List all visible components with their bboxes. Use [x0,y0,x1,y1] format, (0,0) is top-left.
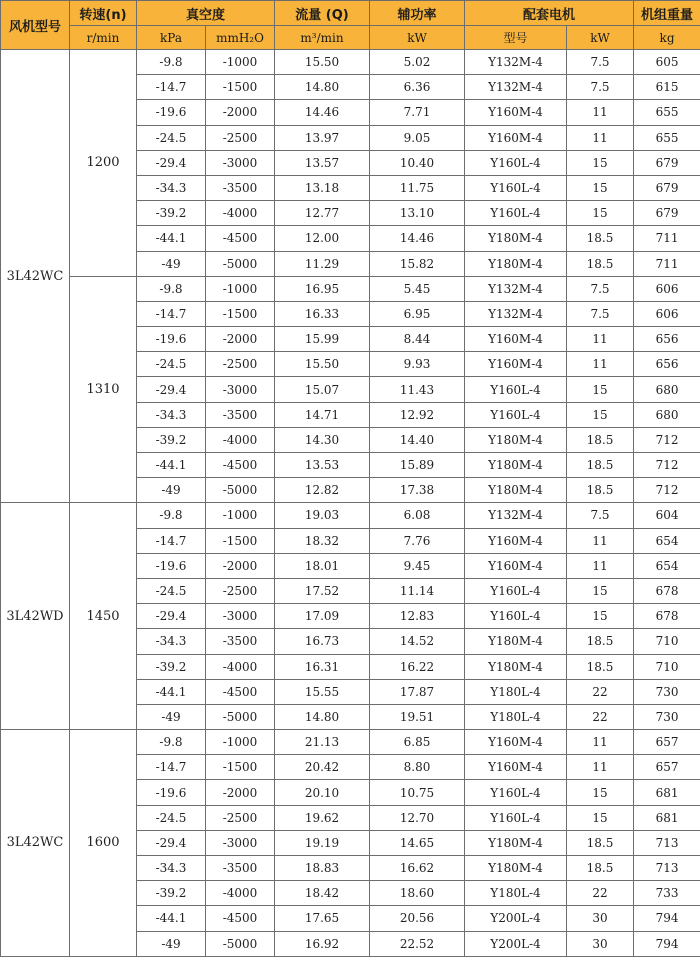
motor-kw-cell: 7.5 [567,75,634,100]
flow-cell: 16.73 [275,629,370,654]
vacuum-mmh2o-cell: -3000 [206,150,275,175]
power-cell: 6.95 [370,301,465,326]
power-cell: 22.52 [370,931,465,956]
vacuum-kpa-cell: -29.4 [137,377,206,402]
table-row [1,276,700,301]
vacuum-mmh2o-cell: -5000 [206,251,275,276]
vacuum-mmh2o-cell: -3500 [206,175,275,200]
power-cell: 14.52 [370,629,465,654]
vacuum-kpa-cell: -24.5 [137,805,206,830]
power-cell: 9.93 [370,352,465,377]
speed-cell: 1600 [70,730,137,957]
motor-kw-cell: 15 [567,150,634,175]
power-cell: 9.45 [370,553,465,578]
motor-type-cell: Y160M-4 [465,730,567,755]
motor-type-cell: Y180M-4 [465,427,567,452]
motor-type-cell: Y180L-4 [465,881,567,906]
flow-cell: 13.18 [275,175,370,200]
flow-cell: 16.92 [275,931,370,956]
weight-cell: 680 [634,402,700,427]
unit-power: kW [370,26,465,50]
vacuum-mmh2o-cell: -4000 [206,427,275,452]
power-cell: 8.44 [370,327,465,352]
weight-cell: 730 [634,679,700,704]
model-cell: 3L42WD [1,503,70,730]
motor-type-cell: Y180M-4 [465,478,567,503]
vacuum-mmh2o-cell: -5000 [206,704,275,729]
weight-cell: 679 [634,175,700,200]
motor-type-cell: Y132M-4 [465,276,567,301]
weight-cell: 615 [634,75,700,100]
motor-kw-cell: 18.5 [567,251,634,276]
vacuum-kpa-cell: -24.5 [137,578,206,603]
vacuum-mmh2o-cell: -1000 [206,503,275,528]
vacuum-mmh2o-cell: -3500 [206,629,275,654]
speed-cell: 1310 [70,276,137,503]
motor-kw-cell: 22 [567,679,634,704]
flow-cell: 15.99 [275,327,370,352]
weight-cell: 657 [634,755,700,780]
flow-cell: 20.42 [275,755,370,780]
vacuum-mmh2o-cell: -4500 [206,453,275,478]
motor-type-cell: Y160L-4 [465,578,567,603]
unit-flow: m³/min [275,26,370,50]
weight-cell: 712 [634,453,700,478]
power-cell: 15.82 [370,251,465,276]
vacuum-kpa-cell: -9.8 [137,503,206,528]
vacuum-kpa-cell: -39.2 [137,654,206,679]
table-row [1,730,700,755]
weight-cell: 656 [634,327,700,352]
motor-kw-cell: 15 [567,805,634,830]
power-cell: 16.22 [370,654,465,679]
header-weight: 机组重量 [634,1,700,26]
flow-cell: 17.52 [275,578,370,603]
motor-kw-cell: 7.5 [567,50,634,75]
motor-type-cell: Y160L-4 [465,150,567,175]
vacuum-kpa-cell: -14.7 [137,75,206,100]
flow-cell: 15.07 [275,377,370,402]
flow-cell: 13.97 [275,125,370,150]
weight-cell: 681 [634,780,700,805]
vacuum-kpa-cell: -24.5 [137,125,206,150]
header-model: 风机型号 [1,1,70,50]
vacuum-kpa-cell: -39.2 [137,427,206,452]
motor-kw-cell: 18.5 [567,226,634,251]
flow-cell: 12.00 [275,226,370,251]
power-cell: 6.85 [370,730,465,755]
vacuum-kpa-cell: -9.8 [137,276,206,301]
motor-kw-cell: 15 [567,377,634,402]
motor-type-cell: Y160M-4 [465,528,567,553]
weight-cell: 654 [634,553,700,578]
vacuum-kpa-cell: -44.1 [137,226,206,251]
weight-cell: 657 [634,730,700,755]
motor-type-cell: Y160M-4 [465,352,567,377]
motor-kw-cell: 7.5 [567,503,634,528]
table-body [1,50,700,957]
motor-type-cell: Y160L-4 [465,780,567,805]
power-cell: 14.46 [370,226,465,251]
weight-cell: 733 [634,881,700,906]
weight-cell: 712 [634,478,700,503]
motor-type-cell: Y180M-4 [465,251,567,276]
weight-cell: 605 [634,50,700,75]
flow-cell: 19.62 [275,805,370,830]
speed-cell: 1200 [70,50,137,277]
power-cell: 18.60 [370,881,465,906]
power-cell: 17.87 [370,679,465,704]
vacuum-mmh2o-cell: -4500 [206,906,275,931]
motor-kw-cell: 11 [567,125,634,150]
vacuum-mmh2o-cell: -2500 [206,805,275,830]
motor-kw-cell: 18.5 [567,856,634,881]
table-row [1,50,700,75]
flow-cell: 16.33 [275,301,370,326]
power-cell: 11.14 [370,578,465,603]
motor-kw-cell: 11 [567,553,634,578]
motor-kw-cell: 7.5 [567,301,634,326]
vacuum-kpa-cell: -34.3 [137,175,206,200]
vacuum-mmh2o-cell: -1000 [206,50,275,75]
power-cell: 15.89 [370,453,465,478]
motor-kw-cell: 18.5 [567,427,634,452]
vacuum-mmh2o-cell: -1000 [206,276,275,301]
vacuum-kpa-cell: -49 [137,931,206,956]
flow-cell: 11.29 [275,251,370,276]
motor-kw-cell: 30 [567,931,634,956]
motor-type-cell: Y180M-4 [465,226,567,251]
weight-cell: 681 [634,805,700,830]
power-cell: 13.10 [370,201,465,226]
flow-cell: 15.55 [275,679,370,704]
vacuum-mmh2o-cell: -3500 [206,856,275,881]
vacuum-kpa-cell: -44.1 [137,906,206,931]
weight-cell: 678 [634,604,700,629]
unit-weight: kg [634,26,700,50]
motor-type-cell: Y160M-4 [465,125,567,150]
motor-kw-cell: 18.5 [567,629,634,654]
power-cell: 5.02 [370,50,465,75]
motor-type-cell: Y160L-4 [465,377,567,402]
motor-kw-cell: 18.5 [567,654,634,679]
motor-type-cell: Y200L-4 [465,931,567,956]
vacuum-kpa-cell: -44.1 [137,679,206,704]
motor-kw-cell: 18.5 [567,453,634,478]
weight-cell: 710 [634,629,700,654]
weight-cell: 712 [634,427,700,452]
power-cell: 8.80 [370,755,465,780]
vacuum-mmh2o-cell: -4000 [206,881,275,906]
weight-cell: 710 [634,654,700,679]
power-cell: 5.45 [370,276,465,301]
flow-cell: 17.09 [275,604,370,629]
flow-cell: 18.32 [275,528,370,553]
motor-type-cell: Y180M-4 [465,654,567,679]
flow-cell: 13.57 [275,150,370,175]
motor-type-cell: Y180L-4 [465,704,567,729]
vacuum-kpa-cell: -34.3 [137,856,206,881]
vacuum-mmh2o-cell: -2500 [206,125,275,150]
weight-cell: 794 [634,906,700,931]
vacuum-mmh2o-cell: -4000 [206,654,275,679]
flow-cell: 16.95 [275,276,370,301]
vacuum-mmh2o-cell: -4000 [206,201,275,226]
motor-type-cell: Y180M-4 [465,830,567,855]
motor-type-cell: Y160L-4 [465,175,567,200]
vacuum-mmh2o-cell: -2500 [206,352,275,377]
speed-cell: 1450 [70,503,137,730]
motor-kw-cell: 11 [567,730,634,755]
motor-kw-cell: 15 [567,402,634,427]
vacuum-mmh2o-cell: -2000 [206,553,275,578]
flow-cell: 14.80 [275,704,370,729]
motor-type-cell: Y160L-4 [465,402,567,427]
vacuum-kpa-cell: -29.4 [137,830,206,855]
weight-cell: 713 [634,856,700,881]
motor-kw-cell: 15 [567,604,634,629]
motor-kw-cell: 11 [567,100,634,125]
power-cell: 10.40 [370,150,465,175]
motor-kw-cell: 15 [567,780,634,805]
header-speed: 转速(n) [70,1,137,26]
vacuum-kpa-cell: -49 [137,251,206,276]
header-flow: 流量 (Q) [275,1,370,26]
vacuum-kpa-cell: -49 [137,704,206,729]
vacuum-kpa-cell: -39.2 [137,881,206,906]
motor-type-cell: Y180M-4 [465,629,567,654]
flow-cell: 16.31 [275,654,370,679]
power-cell: 14.40 [370,427,465,452]
flow-cell: 14.80 [275,75,370,100]
motor-kw-cell: 11 [567,327,634,352]
power-cell: 7.71 [370,100,465,125]
table-row [1,503,700,528]
unit-speed: r/min [70,26,137,50]
vacuum-kpa-cell: -19.6 [137,100,206,125]
unit-kpa: kPa [137,26,206,50]
motor-kw-cell: 15 [567,175,634,200]
power-cell: 12.92 [370,402,465,427]
power-cell: 9.05 [370,125,465,150]
flow-cell: 20.10 [275,780,370,805]
power-cell: 7.76 [370,528,465,553]
vacuum-mmh2o-cell: -2000 [206,100,275,125]
header-row-2 [1,26,700,50]
vacuum-kpa-cell: -34.3 [137,629,206,654]
power-cell: 11.43 [370,377,465,402]
motor-type-cell: Y160M-4 [465,553,567,578]
vacuum-kpa-cell: -24.5 [137,352,206,377]
vacuum-kpa-cell: -44.1 [137,453,206,478]
flow-cell: 19.03 [275,503,370,528]
motor-type-cell: Y160L-4 [465,805,567,830]
flow-cell: 14.30 [275,427,370,452]
vacuum-kpa-cell: -19.6 [137,327,206,352]
weight-cell: 713 [634,830,700,855]
motor-type-cell: Y132M-4 [465,301,567,326]
weight-cell: 606 [634,276,700,301]
motor-kw-cell: 7.5 [567,276,634,301]
flow-cell: 14.46 [275,100,370,125]
weight-cell: 655 [634,100,700,125]
power-cell: 11.75 [370,175,465,200]
motor-kw-cell: 11 [567,528,634,553]
power-cell: 17.38 [370,478,465,503]
power-cell: 12.83 [370,604,465,629]
motor-type-cell: Y132M-4 [465,50,567,75]
weight-cell: 654 [634,528,700,553]
motor-kw-cell: 11 [567,755,634,780]
motor-type-cell: Y160L-4 [465,604,567,629]
power-cell: 20.56 [370,906,465,931]
flow-cell: 19.19 [275,830,370,855]
header-motor: 配套电机 [465,1,634,26]
vacuum-mmh2o-cell: -1500 [206,301,275,326]
vacuum-mmh2o-cell: -5000 [206,478,275,503]
power-cell: 14.65 [370,830,465,855]
motor-kw-cell: 11 [567,352,634,377]
vacuum-kpa-cell: -14.7 [137,755,206,780]
vacuum-kpa-cell: -29.4 [137,604,206,629]
flow-cell: 18.42 [275,881,370,906]
vacuum-kpa-cell: -29.4 [137,150,206,175]
weight-cell: 730 [634,704,700,729]
model-cell: 3L42WC [1,730,70,957]
vacuum-mmh2o-cell: -4500 [206,679,275,704]
motor-kw-cell: 30 [567,906,634,931]
motor-kw-cell: 22 [567,704,634,729]
motor-type-cell: Y180M-4 [465,453,567,478]
vacuum-mmh2o-cell: -2500 [206,578,275,603]
motor-type-cell: Y180M-4 [465,856,567,881]
motor-type-cell: Y200L-4 [465,906,567,931]
vacuum-mmh2o-cell: -3000 [206,830,275,855]
weight-cell: 655 [634,125,700,150]
model-cell: 3L42WC [1,50,70,503]
vacuum-mmh2o-cell: -1500 [206,75,275,100]
vacuum-kpa-cell: -9.8 [137,730,206,755]
motor-type-cell: Y160M-4 [465,100,567,125]
vacuum-kpa-cell: -14.7 [137,301,206,326]
flow-cell: 12.77 [275,201,370,226]
motor-type-cell: Y132M-4 [465,75,567,100]
weight-cell: 680 [634,377,700,402]
motor-kw-cell: 22 [567,881,634,906]
flow-cell: 15.50 [275,352,370,377]
vacuum-kpa-cell: -19.6 [137,780,206,805]
vacuum-mmh2o-cell: -1500 [206,528,275,553]
motor-type-cell: Y160M-4 [465,327,567,352]
header-vacuum: 真空度 [137,1,275,26]
power-cell: 12.70 [370,805,465,830]
header-row-1 [1,1,700,26]
vacuum-kpa-cell: -9.8 [137,50,206,75]
flow-cell: 14.71 [275,402,370,427]
unit-mmh2o: mmH₂O [206,26,275,50]
weight-cell: 794 [634,931,700,956]
weight-cell: 679 [634,150,700,175]
vacuum-mmh2o-cell: -3000 [206,604,275,629]
power-cell: 6.36 [370,75,465,100]
unit-motor-type: 型号 [465,26,567,50]
power-cell: 6.08 [370,503,465,528]
motor-kw-cell: 15 [567,578,634,603]
flow-cell: 13.53 [275,453,370,478]
weight-cell: 711 [634,226,700,251]
vacuum-kpa-cell: -14.7 [137,528,206,553]
weight-cell: 678 [634,578,700,603]
weight-cell: 679 [634,201,700,226]
flow-cell: 18.01 [275,553,370,578]
vacuum-mmh2o-cell: -3500 [206,402,275,427]
vacuum-mmh2o-cell: -1000 [206,730,275,755]
motor-kw-cell: 18.5 [567,478,634,503]
motor-kw-cell: 15 [567,201,634,226]
flow-cell: 18.83 [275,856,370,881]
weight-cell: 656 [634,352,700,377]
power-cell: 10.75 [370,780,465,805]
flow-cell: 17.65 [275,906,370,931]
flow-cell: 12.82 [275,478,370,503]
unit-motor-kw: kW [567,26,634,50]
vacuum-mmh2o-cell: -3000 [206,377,275,402]
motor-type-cell: Y160M-4 [465,755,567,780]
header-power: 辅功率 [370,1,465,26]
vacuum-mmh2o-cell: -2000 [206,327,275,352]
vacuum-mmh2o-cell: -1500 [206,755,275,780]
power-cell: 19.51 [370,704,465,729]
motor-type-cell: Y132M-4 [465,503,567,528]
motor-type-cell: Y160L-4 [465,201,567,226]
weight-cell: 604 [634,503,700,528]
vacuum-kpa-cell: -49 [137,478,206,503]
motor-type-cell: Y180L-4 [465,679,567,704]
vacuum-kpa-cell: -34.3 [137,402,206,427]
flow-cell: 21.13 [275,730,370,755]
vacuum-mmh2o-cell: -2000 [206,780,275,805]
vacuum-mmh2o-cell: -4500 [206,226,275,251]
weight-cell: 711 [634,251,700,276]
flow-cell: 15.50 [275,50,370,75]
power-cell: 16.62 [370,856,465,881]
vacuum-kpa-cell: -19.6 [137,553,206,578]
motor-kw-cell: 18.5 [567,830,634,855]
vacuum-kpa-cell: -39.2 [137,201,206,226]
weight-cell: 606 [634,301,700,326]
vacuum-mmh2o-cell: -5000 [206,931,275,956]
